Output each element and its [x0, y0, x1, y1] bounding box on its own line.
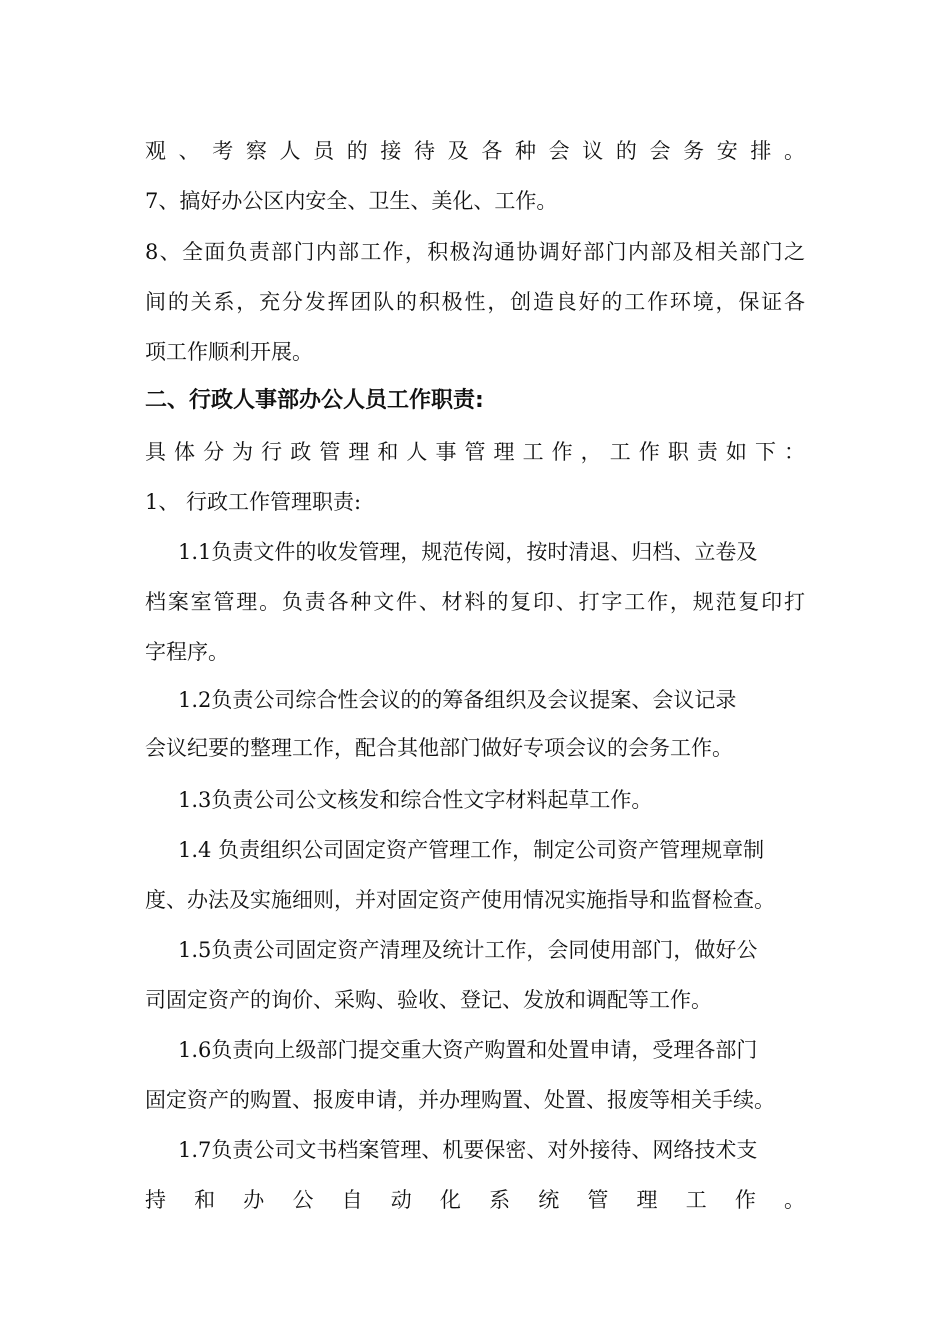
duty-1-4: 1.4 负责组织公司固定资产管理工作，制定公司资产管理规章制: [178, 838, 765, 862]
duty-1-6: 1.6负责向上级部门提交重大资产购置和处置申请，受理各部门: [178, 1038, 758, 1062]
section-heading: 二、行政人事部办公人员工作职责:: [145, 388, 484, 413]
paragraph-line: 项工作顺利开展。: [145, 340, 313, 364]
list-item-8: 8、全面负责部门内部工作，积极沟通协调好部门内部及相关部门之: [145, 240, 805, 264]
paragraph-line: 间的关系，充分发挥团队的积极性，创造良好的工作环境，保证各: [145, 290, 805, 314]
paragraph-line: 观、考察人员的接待及各种会议的会务安排。: [145, 139, 805, 163]
duty-1-1: 1.1负责文件的收发管理，规范传阅，按时清退、归档、立卷及: [178, 540, 758, 564]
subsection-heading: 1、 行政工作管理职责:: [145, 490, 362, 514]
duty-1-7: 1.7负责公司文书档案管理、机要保密、对外接待、网络技术支: [178, 1138, 758, 1162]
paragraph-line: 持和办公自动化系统管理工作。: [145, 1188, 805, 1212]
paragraph-line: 会议纪要的整理工作，配合其他部门做好专项会议的会务工作。: [145, 736, 733, 760]
duty-1-5: 1.5负责公司固定资产清理及统计工作，会同使用部门，做好公: [178, 938, 758, 962]
paragraph-line: 固定资产的购置、报废申请，并办理购置、处置、报废等相关手续。: [145, 1088, 775, 1112]
list-item-7: 7、搞好办公区内安全、卫生、美化、工作。: [145, 189, 558, 213]
paragraph-line: 档案室管理。负责各种文件、材料的复印、打字工作，规范复印打: [145, 590, 805, 614]
duty-1-3: 1.3负责公司公文核发和综合性文字材料起草工作。: [178, 788, 653, 812]
paragraph-line: 字程序。: [145, 640, 229, 664]
paragraph-line: 度、办法及实施细则，并对固定资产使用情况实施指导和监督检查。: [145, 888, 775, 912]
paragraph-line: 司固定资产的询价、采购、验收、登记、发放和调配等工作。: [145, 988, 712, 1012]
section-intro: 具体分为行政管理和人事管理工作，工作职责如下：: [145, 440, 805, 464]
duty-1-2: 1.2负责公司综合性会议的的筹备组织及会议提案、会议记录: [178, 688, 737, 712]
